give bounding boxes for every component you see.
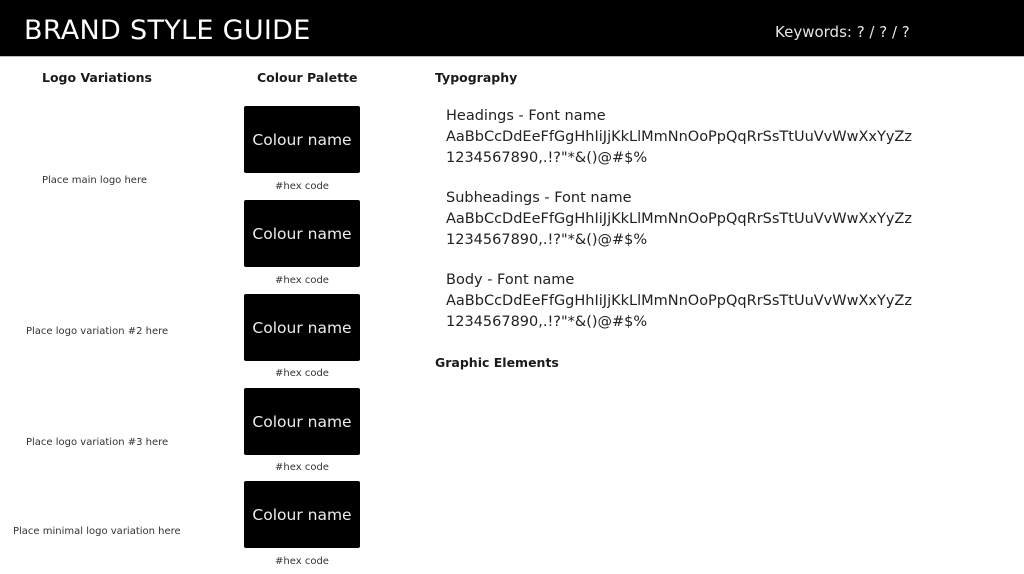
- type-style-headings: [446, 106, 1006, 169]
- type-style-label: Body - Font name: [446, 272, 575, 288]
- colour-swatch-5: [244, 481, 360, 548]
- colour-name: Colour name: [252, 318, 352, 337]
- main-logo-placeholder: Place main logo here: [42, 175, 148, 186]
- colour-swatch-2: [244, 200, 360, 267]
- colour-name: Colour name: [252, 412, 352, 431]
- colour-name: Colour name: [252, 505, 352, 524]
- type-style-subheadings: [446, 188, 1006, 251]
- colour-name: Colour name: [252, 130, 352, 149]
- minimal-logo-placeholder: Place minimal logo variation here: [13, 526, 181, 537]
- colour-swatch-4: [244, 388, 360, 455]
- type-numerals-sample: 1234567890,.!?"*&()@#$%: [446, 314, 648, 330]
- type-style-body: [446, 270, 1006, 333]
- logo-variations-heading: Logo Variations: [42, 70, 152, 85]
- type-alphabet-sample: AaBbCcDdEeFfGgHhIiJjKkLlMmNnOoPpQqRrSsTtUuVvWwXxYyZz: [446, 293, 912, 309]
- logo-variation-3-placeholder: Place logo variation #3 here: [26, 437, 169, 448]
- hex-code-4: #hex code: [275, 462, 329, 473]
- typography-heading: Typography: [435, 70, 518, 85]
- type-alphabet-sample: AaBbCcDdEeFfGgHhIiJjKkLlMmNnOoPpQqRrSsTtUuVvWwXxYyZz: [446, 129, 912, 145]
- logo-variation-2-placeholder: Place logo variation #2 here: [26, 326, 169, 337]
- type-alphabet-sample: AaBbCcDdEeFfGgHhIiJjKkLlMmNnOoPpQqRrSsTtUuVvWwXxYyZz: [446, 211, 912, 227]
- graphic-elements-heading: Graphic Elements: [435, 355, 559, 370]
- header-bar: [0, 0, 1024, 57]
- page-title: BRAND STYLE GUIDE: [24, 15, 311, 46]
- colour-palette-heading: Colour Palette: [257, 70, 358, 85]
- hex-code-1: #hex code: [275, 181, 329, 192]
- type-numerals-sample: 1234567890,.!?"*&()@#$%: [446, 232, 648, 248]
- colour-swatch-3: [244, 294, 360, 361]
- colour-name: Colour name: [252, 224, 352, 243]
- hex-code-5: #hex code: [275, 556, 329, 567]
- type-style-label: Subheadings - Font name: [446, 190, 632, 206]
- hex-code-2: #hex code: [275, 275, 329, 286]
- type-numerals-sample: 1234567890,.!?"*&()@#$%: [446, 150, 648, 166]
- keywords-text: Keywords: ? / ? / ?: [775, 23, 910, 41]
- colour-swatch-1: [244, 106, 360, 173]
- type-style-label: Headings - Font name: [446, 108, 606, 124]
- hex-code-3: #hex code: [275, 368, 329, 379]
